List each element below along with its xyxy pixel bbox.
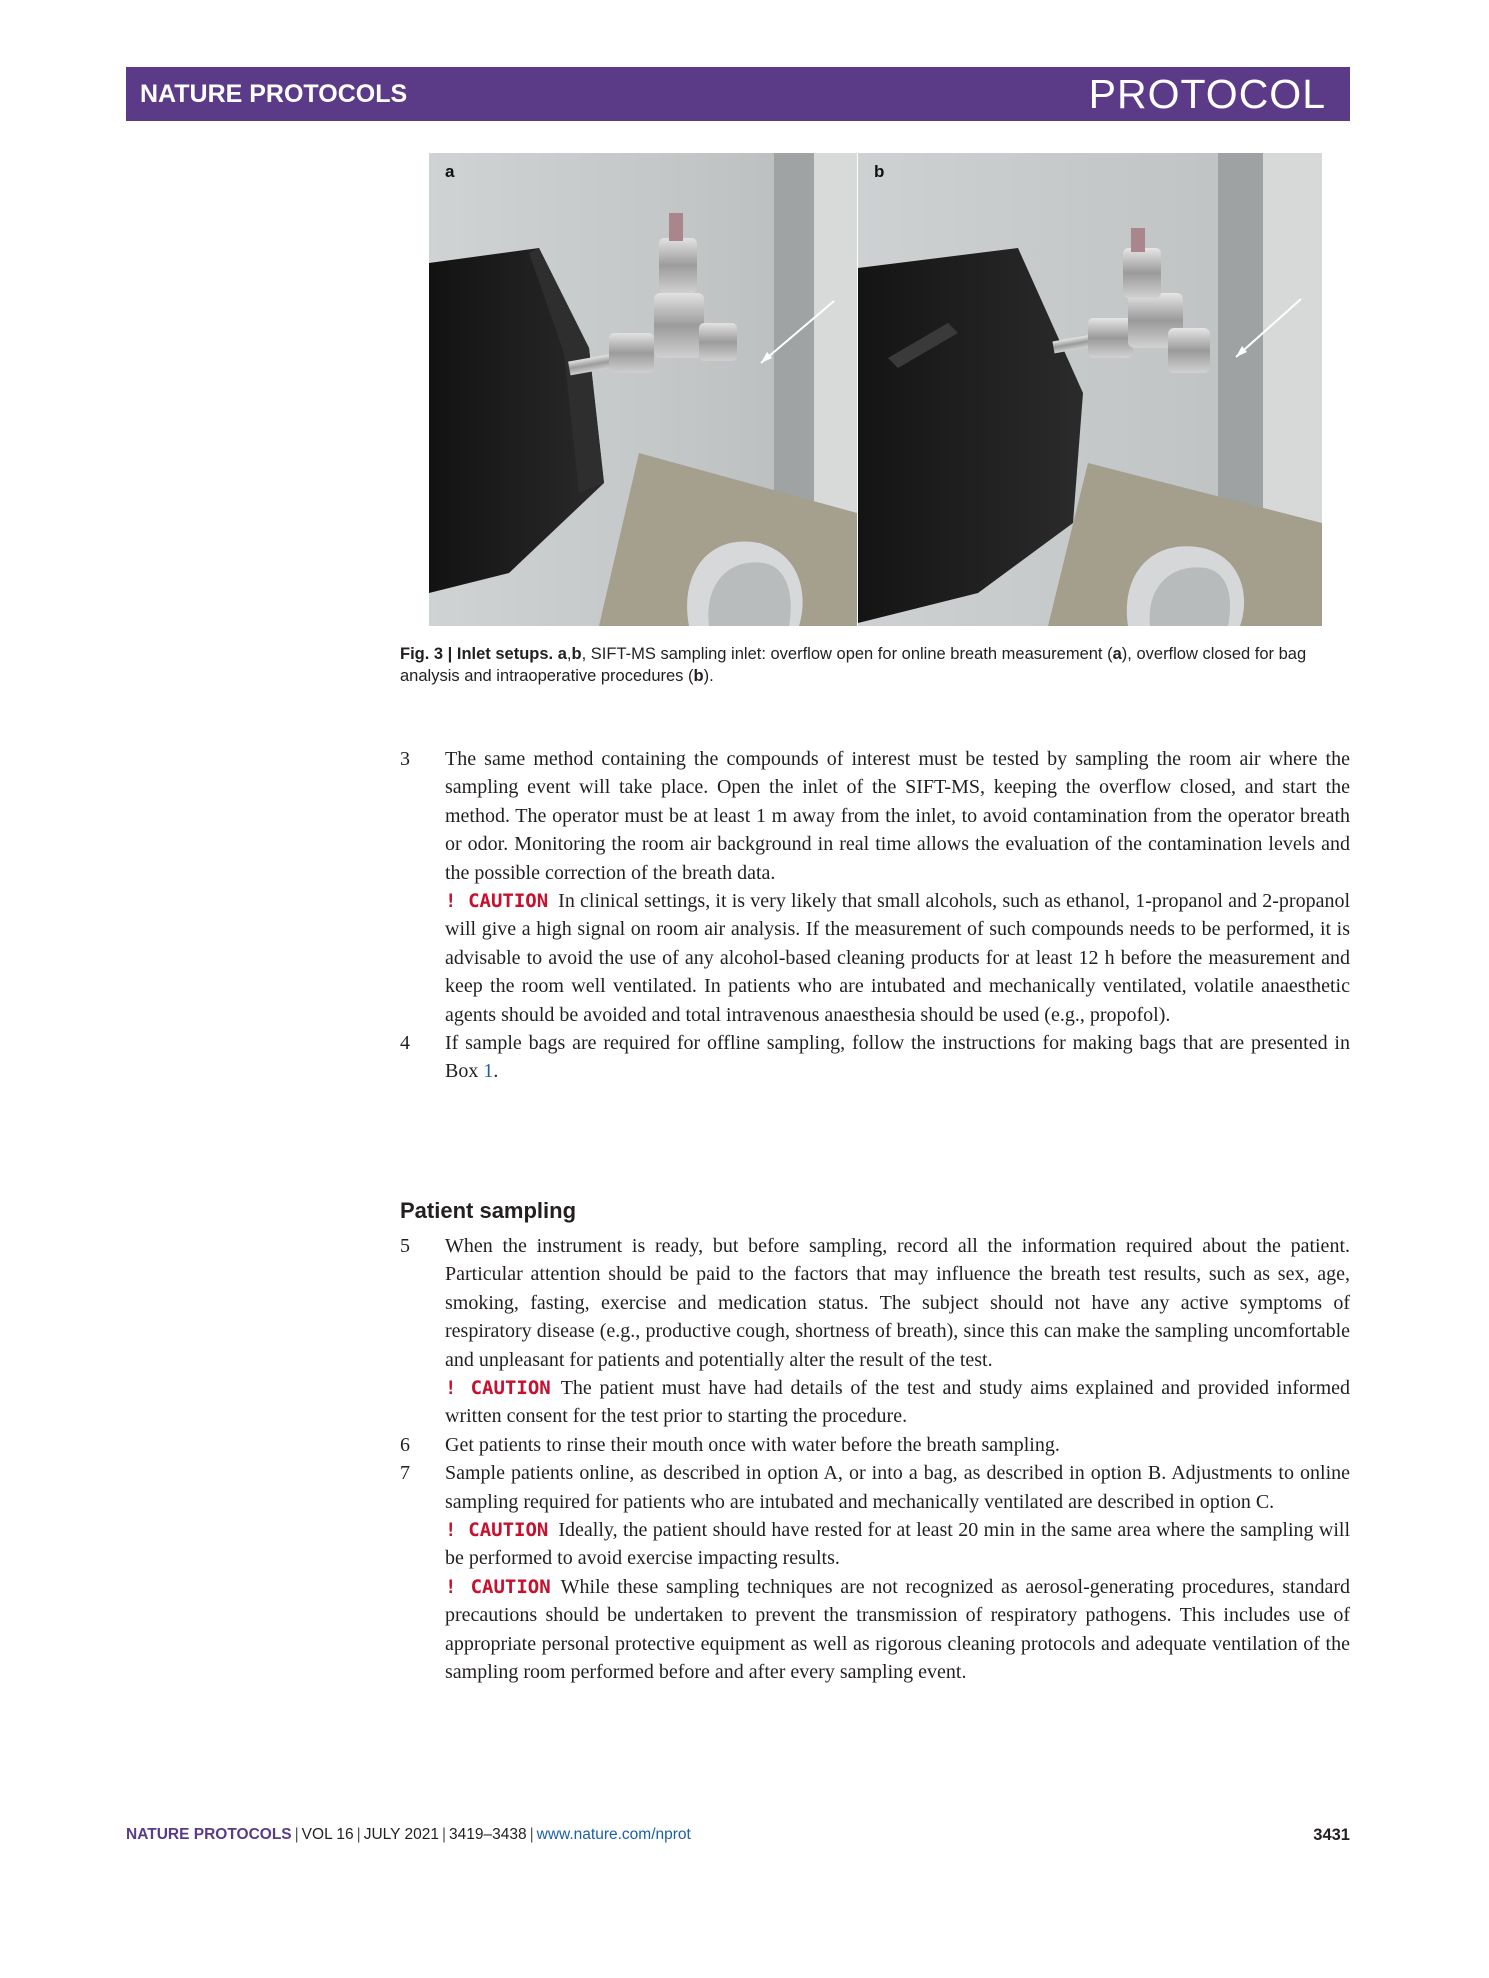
figure-panel-b-photo xyxy=(858,153,1322,626)
caution-text: While these sampling techniques are not recognized as aerosol-generating procedures, standard precautions should be undertaken to prevent the transmission of respiratory pathogens. This includes use of appropriate personal protective equipment as well as rigorous cleaning protocols and adequate ventilation of the sampling room performed before and after every sampling event. xyxy=(445,1575,1350,1684)
caption-panel-b: b xyxy=(571,645,582,663)
procedure-step xyxy=(400,1232,1350,1431)
journal-name: NATURE PROTOCOLS xyxy=(140,80,408,108)
section-heading: Patient sampling xyxy=(400,1198,577,1223)
step-text-end: . xyxy=(493,1060,499,1083)
caution-text: The patient must have had details of the test and study aims explained and provided informed written consent for the test prior to starting the procedure. xyxy=(445,1377,1350,1428)
figure-3 xyxy=(429,153,1322,626)
figure-caption xyxy=(400,643,1350,687)
footer-pages: 3419–3438 xyxy=(449,1826,527,1843)
footer-date: JULY 2021 xyxy=(363,1826,439,1843)
caution-label: ! CAUTION xyxy=(445,1519,549,1542)
caption-ref-b: b xyxy=(693,667,704,685)
header-bar xyxy=(126,67,1350,121)
caption-comma: , xyxy=(566,645,572,663)
footer-url-link[interactable]: www.nature.com/nprot xyxy=(536,1826,691,1843)
step-number: 5 xyxy=(400,1235,410,1257)
page-footer: NATURE PROTOCOLS | VOL 16 | JULY 2021 | 3419–3438 | www.nature.com/nprot 3431 xyxy=(126,1826,1350,1844)
procedure-steps-part-1 xyxy=(400,745,1350,1086)
procedure-steps-part-2 xyxy=(400,1232,1350,1687)
procedure-step xyxy=(400,745,1350,1029)
caption-text-2: ), overflow closed for bag analysis and intraoperative procedures ( xyxy=(400,645,1307,685)
step-text: If sample bags are required for offline sampling, follow the instructions for making bags that are presented in Box xyxy=(445,1032,1350,1083)
caution-label: ! CAUTION xyxy=(445,1575,551,1598)
caution-note xyxy=(445,1516,1350,1573)
procedure-step xyxy=(400,1459,1350,1686)
footer-volume: VOL 16 xyxy=(301,1826,354,1843)
article-type: PROTOCOL xyxy=(1088,71,1326,117)
caution-label: ! CAUTION xyxy=(445,1377,551,1400)
step-text: Sample patients online, as described in option A, or into a bag, as described in option B. Adjustments to online sampling required for patients who are intubated and mechanically ventilated are described in option C. xyxy=(445,1462,1350,1513)
procedure-step xyxy=(400,1431,1350,1459)
caution-note xyxy=(445,1573,1350,1687)
caption-ref-a: a xyxy=(1112,645,1122,663)
page-number: 3431 xyxy=(1313,1826,1350,1844)
figure-panel-a-photo xyxy=(429,153,857,626)
caution-note xyxy=(445,1374,1350,1431)
step-text: When the instrument is ready, but before sampling, record all the information required about the patient. Particular attention should be paid to the factors that may influence the breath test results, such as sex, age, smoking, fasting, exercise and medication status. The subject should not have any active symptoms of respiratory disease (e.g., productive cough, shortness of breath), since this can make the sampling uncomfortable and unpleasant for patients and potentially alter the result of the test. xyxy=(445,1235,1350,1371)
step-number: 6 xyxy=(400,1433,410,1456)
caption-panel-a: a xyxy=(557,645,567,663)
footer-journal: NATURE PROTOCOLS xyxy=(126,1826,292,1843)
step-text: The same method containing the compounds of interest must be tested by sampling the room air where the sampling event will take place. Open the inlet of the SIFT-MS, keeping the overflow closed, and start the method. The operator must be at least 1 m away from the inlet, to avoid contamination from the operator breath or odor. Monitoring the room air background in real time allows the evaluation of the contamination levels and the possible correction of the breath data. xyxy=(445,748,1350,884)
step-text: Get patients to rinse their mouth once with water before the breath sampling. xyxy=(445,1433,1060,1456)
step-number: 7 xyxy=(400,1462,410,1485)
step-number: 4 xyxy=(400,1032,410,1055)
panel-label-a: a xyxy=(445,162,455,181)
caption-text-1: , SIFT-MS sampling inlet: overflow open for online breath measurement ( xyxy=(581,645,1113,663)
panel-label-b: b xyxy=(874,162,885,181)
caution-note xyxy=(445,887,1350,1029)
caution-text: In clinical settings, it is very likely that small alcohols, such as ethanol, 1-propanol and 2-propanol will give a high signal on room air analysis. If the measurement of such compounds needs to be performed, it is advisable to avoid the use of any alcohol-based cleaning products for at least 12 h before the measurement and keep the room well ventilated. In patients who are intubated and mechanically ventilated, volatile anaesthetic agents should be avoided and total intravenous anaesthesia should be used (e.g., propofol). xyxy=(445,890,1351,1026)
caution-label: ! CAUTION xyxy=(445,890,549,913)
box-1-link[interactable]: 1 xyxy=(483,1060,494,1083)
caption-lead: Fig. 3 | Inlet setups. xyxy=(400,645,558,663)
step-number: 3 xyxy=(400,748,410,770)
caution-text: Ideally, the patient should have rested for at least 20 min in the same area where the sampling will be performed to avoid exercise impacting results. xyxy=(445,1519,1351,1570)
caption-text-3: ). xyxy=(703,667,714,685)
procedure-step xyxy=(400,1029,1350,1086)
